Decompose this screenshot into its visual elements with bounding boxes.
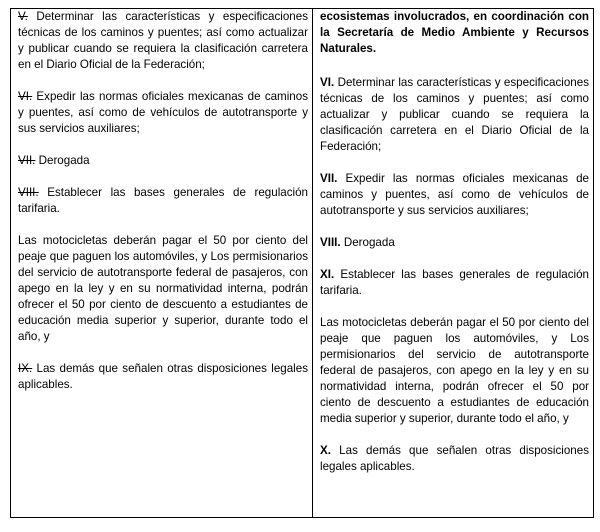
item-numeral: VI.: [320, 76, 335, 89]
item-vi: [320, 75, 589, 155]
table-row: [11, 9, 594, 518]
item-text: Establecer las bases generales de regulación tarifaria.: [18, 186, 308, 215]
item-text: Determinar las características y especificaciones técnicas de los caminos y puentes; así como actualizar y publicar cuando se requiera la clasificación carretera en el Diario Oficial de la Federación;: [320, 76, 589, 153]
item-vii: [18, 153, 308, 169]
item-numeral: VII.: [320, 172, 338, 185]
current-text-column: [11, 9, 313, 518]
item-numeral: VI.: [18, 90, 33, 103]
toll-paragraph: Las motocicletas deberán pagar el 50 por ciento del peaje que paguen los automóviles, y Los permisionarios del servicio de autotransporte federal de pasajeros, con apego en la ley y en su normatividad interna, podrán ofrecer el 50 por ciento de descuento a estudiantes de educación media superior y superior, durante todo el año, y: [18, 234, 308, 343]
item-text: Determinar las características y especificaciones técnicas de los caminos y puentes; así como actualizar y publicar cuando se requiera la clasificación carretera en el Diario Oficial de la Federación;: [18, 10, 308, 71]
item-numeral: VIII.: [320, 236, 341, 249]
item-text: Derogada: [35, 154, 90, 167]
toll-paragraph: Las motocicletas deberán pagar el 50 por ciento del peaje que paguen los automóviles, y Los permisionarios del servicio de autotransporte federal de pasajeros, con apego en la ley y en su normatividad interna, podrán ofrecer el 50 por ciento de descuento a estudiantes de educación media superior y superior, durante todo el año, y: [320, 316, 589, 425]
amended-text-column: [313, 9, 594, 518]
item-vi: [18, 89, 308, 137]
item-text: Establecer las bases generales de regulación tarifaria.: [320, 268, 589, 297]
item-numeral: X.: [320, 444, 331, 457]
item-numeral: IX.: [18, 362, 33, 375]
item-numeral: V.: [18, 10, 28, 23]
item-text: Derogada: [340, 236, 395, 249]
item-numeral: VIII.: [18, 186, 39, 199]
amended-continuation-text: ecosistemas involucrados, en coordinación con la Secretaría de Medio Ambiente y Recursos Naturales.: [320, 10, 589, 55]
item-vii: [320, 171, 589, 219]
item-numeral: XI.: [320, 268, 335, 281]
item-x: [320, 443, 589, 475]
item-numeral: VII.: [18, 154, 36, 167]
comparison-table: [10, 8, 594, 518]
item-v: [18, 9, 308, 73]
item-text: Expedir las normas oficiales mexicanas de caminos y puentes, así como de vehículos de autotransporte y sus servicios auxiliares;: [18, 90, 308, 135]
item-text: Expedir las normas oficiales mexicanas de caminos y puentes, así como de vehículos de autotransporte y sus servicios auxiliares;: [320, 172, 589, 217]
item-viii: [320, 235, 589, 251]
item-xi: [320, 267, 589, 299]
item-viii: [18, 185, 308, 217]
item-text: Las demás que señalen otras disposiciones legales aplicables.: [18, 362, 308, 391]
item-text: Las demás que señalen otras disposiciones legales aplicables.: [320, 444, 589, 473]
item-ix: [18, 361, 308, 393]
